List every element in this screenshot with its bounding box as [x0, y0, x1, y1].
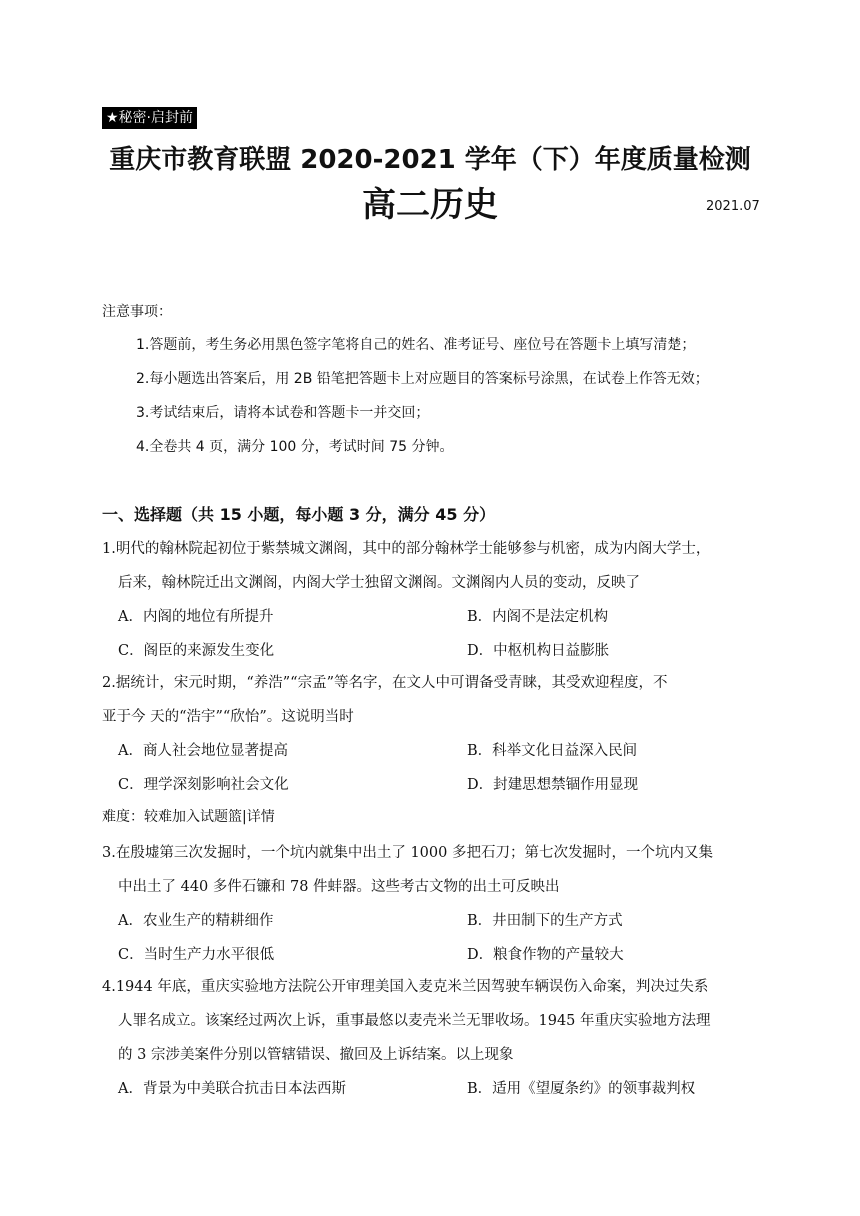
option-c: C．理学深刻影响社会文化 [118, 777, 289, 793]
question-stem-line: 后来，翰林院迁出文渊阁，内阁大学士独留文渊阁。文渊阁内人员的变动，反映了 [118, 575, 640, 591]
option-a: A．农业生产的精耕细作 [118, 913, 274, 929]
question-stem-line: 2.据统计，宋元时期，“养浩”“宗孟”等名字，在文人中可谓备受青睐，其受欢迎程度，不 [102, 675, 668, 691]
question-2 [102, 666, 762, 802]
question-options [102, 1072, 762, 1106]
option-c: C．当时生产力水平很低 [118, 947, 275, 963]
option-b: B．科举文化日益深入民间 [467, 743, 638, 759]
notice-list [136, 335, 709, 471]
question-stem-line: 亚于今 天的“浩宇”“欣怡”。这说明当时 [102, 709, 354, 725]
notice-heading: 注意事项： [102, 304, 172, 320]
question-stem-line: 3.在殷墟第三次发掘时，一个坑内就集中出土了 1000 多把石刀；第七次发掘时，一个坑内又集 [102, 845, 713, 861]
option-a: A．内阁的地位有所提升 [118, 609, 274, 625]
option-d: D．封建思想禁锢作用显现 [467, 777, 639, 793]
question-stem-line: 1.明代的翰林院起初位于紫禁城文渊阁，其中的部分翰林学士能够参与机密，成为内阁大学士， [102, 541, 711, 557]
question-options [102, 904, 762, 972]
question-options [102, 734, 762, 802]
option-c: C．阁臣的来源发生变化 [118, 643, 275, 659]
section-title: 一、选择题（共 15 小题，每小题 3 分，满分 45 分） [102, 505, 496, 524]
option-a: A．背景为中美联合抗击日本法西斯 [118, 1081, 346, 1097]
question-stem-line: 人罪名成立。该案经过两次上诉，重事最悠以麦壳米兰无罪收场。1945 年重庆实验地方法理 [118, 1013, 711, 1029]
question-3 [102, 836, 762, 972]
question-stem-line: 中出土了 440 多件石镰和 78 件蚌器。这些考古文物的出土可反映出 [118, 879, 560, 895]
question-options [102, 600, 762, 668]
option-b: B．内阁不是法定机构 [467, 609, 609, 625]
question-stem-line: 4.1944 年底，重庆实验地方法院公开审理美国入麦克米兰因驾驶车辆误伤入命案，判决过失系 [102, 979, 709, 995]
subject-title: 高二历史 [362, 185, 498, 225]
option-d: D．粮食作物的产量较大 [467, 947, 624, 963]
question-1 [102, 532, 762, 668]
option-b: B．井田制下的生产方式 [467, 913, 623, 929]
difficulty-line[interactable]: 难度：较难加入试题篮|详情 [102, 809, 275, 825]
notice-item: 4.全卷共 4 页，满分 100 分，考试时间 75 分钟。 [136, 439, 454, 455]
notice-item: 3.考试结束后，请将本试卷和答题卡一并交回； [136, 405, 430, 421]
question-4 [102, 970, 762, 1106]
option-a: A．商人社会地位显著提高 [118, 743, 288, 759]
option-d: D．中枢机构日益膨胀 [467, 643, 610, 659]
notice-item: 1.答题前，考生务必用黑色签字笔将自己的姓名、准考证号、座位号在答题卡上填写清楚； [136, 337, 696, 353]
exam-title: 重庆市教育联盟 2020-2021 学年（下）年度质量检测 [109, 145, 751, 175]
option-b: B．适用《望厦条约》的领事裁判权 [467, 1081, 696, 1097]
notice-item: 2.每小题选出答案后，用 2B 铅笔把答题卡上对应题目的答案标号涂黑，在试卷上作答无效； [136, 371, 709, 387]
exam-date: 2021.07 [706, 199, 760, 214]
confidential-badge: ★秘密·启封前 [102, 107, 197, 129]
question-stem-line: 的 3 宗涉美案件分别以管辖错误、撤回及上诉结案。以上现象 [118, 1047, 514, 1063]
